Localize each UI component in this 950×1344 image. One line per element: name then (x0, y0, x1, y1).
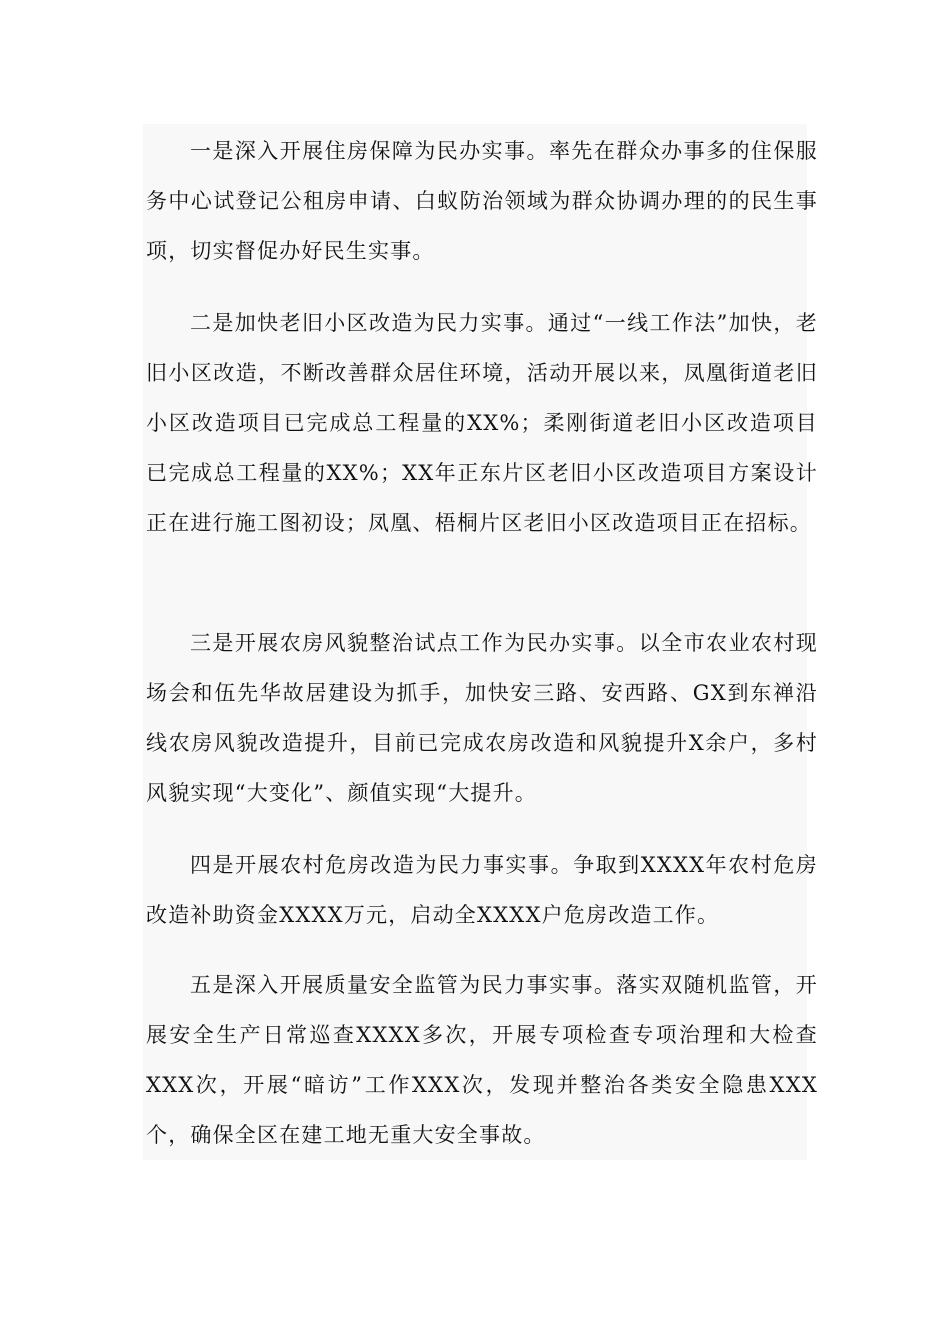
paragraph-quality-safety-supervision: 五是深入开展质量安全监管为民力事实事。落实双随机监管，开展安全生产日常巡查XXXX多次，开展专项检查专项治理和大检查XXX次，开展“暗访”工作XXX次，发现并整治各类安全隐患XXX个，确保全区在建工地无重大安全事故。 (146, 973, 818, 1147)
paragraph-old-community-renovation: 二是加快老旧小区改造为民力实事。通过“一线工作法”加快，老旧小区改造，不断改善群众居住环境，活动开展以来，凤凰街道老旧小区改造项目已完成总工程量的XX%；柔刚街道老旧小区改造项目已完成总工程量的XX%；XX年正东片区老旧小区改造项目方案设计正在进行施工图初设；凤凰、梧桐片区老旧小区改造项目正在招标。 (146, 311, 818, 535)
paragraph-housing-security: 一是深入开展住房保障为民办实事。率先在群众办事多的住保服务中心试登记公租房申请、白蚁防治领域为群众协调办理的的民生事项，切实督促办好民生实事。 (146, 139, 818, 263)
paragraph-rural-dilapidated-housing: 四是开展农村危房改造为民力事实事。争取到XXXX年农村危房改造补助资金XXXX万元，启动全XXXX户危房改造工作。 (146, 853, 818, 927)
paragraph-rural-housing-style: 三是开展农房风貌整治试点工作为民办实事。以全市农业农村现场会和伍先华故居建设为抓手，加快安三路、安西路、GX到东禅沿线农房风貌改造提升，目前已完成农房改造和风貌提升X余户，多村风貌实现“大变化”、颜值实现“大提升。 (146, 631, 818, 805)
